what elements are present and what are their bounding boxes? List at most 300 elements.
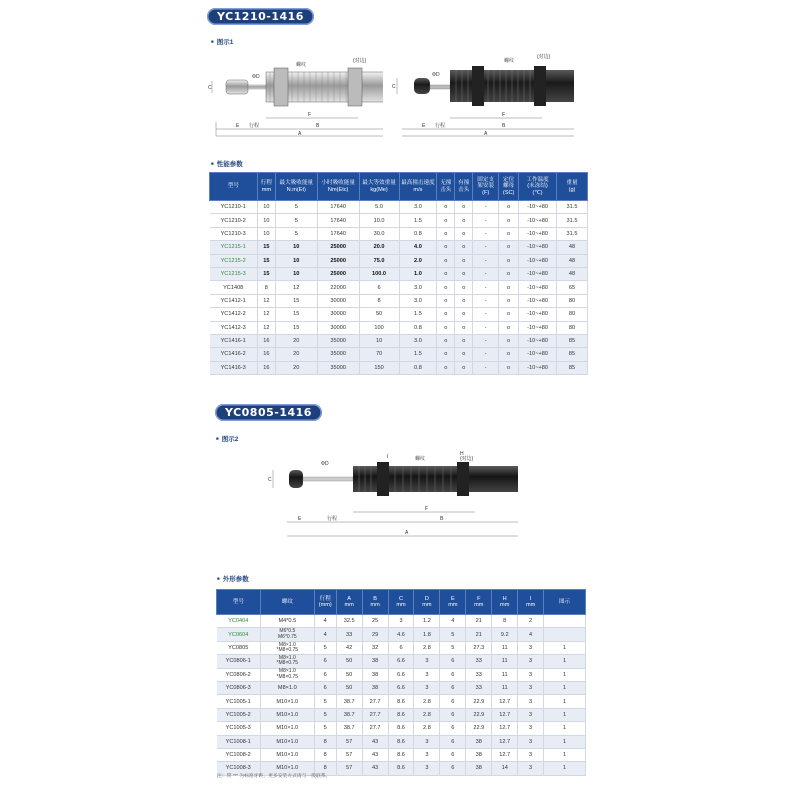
dim-cell: 3 [518, 748, 544, 761]
dim-cell: 38 [466, 735, 492, 748]
dim-cell: 50 [336, 681, 362, 694]
hex-label2: (对边) [537, 54, 551, 60]
dim-cell: M8×1.0 *M8×0.75 [260, 655, 314, 668]
dim-cell: 32.5 [336, 615, 362, 628]
dim-cell: 38.7 [336, 695, 362, 708]
perf-cell: 35000 [317, 334, 359, 347]
perf-cell: 85 [557, 348, 588, 361]
perf-cell: o [455, 227, 473, 240]
perf-cell: - [473, 281, 499, 294]
dim-cell: 3 [414, 655, 440, 668]
perf-cell: 65 [557, 281, 588, 294]
dim-cell: 3 [414, 735, 440, 748]
dim-cell: 27.7 [362, 708, 388, 721]
dim-cell: 3 [518, 708, 544, 721]
perf-cell: o [437, 321, 455, 334]
stroke-label: 行程 [249, 123, 260, 129]
dim-cell: 1 [544, 748, 586, 761]
perf-cell: o [437, 227, 455, 240]
perf-cell: 85 [557, 334, 588, 347]
dim-cell: YC0806-1 [217, 655, 261, 668]
dim-header-5: C mm [388, 590, 414, 615]
dim-cell: 8 [314, 735, 336, 748]
dim-cell: YC0806-2 [217, 668, 261, 681]
dim-cell: M4*0.5 [260, 615, 314, 628]
dim-cell: 33 [466, 681, 492, 694]
perf-cell: 0.8 [399, 321, 437, 334]
dim-cell: 8.6 [388, 695, 414, 708]
dim-cell: 6 [440, 708, 466, 721]
perf-header-1: 行程 mm [257, 173, 275, 201]
perf-cell: o [499, 321, 519, 334]
dim-cell: M10×1.0 [260, 708, 314, 721]
stroke-label2: 行程 [435, 123, 446, 129]
perf-cell: o [437, 294, 455, 307]
perf-cell: 70 [359, 348, 399, 361]
perf-cell: 25000 [317, 241, 359, 254]
perf-cell: o [437, 348, 455, 361]
figure1-right-diagram [392, 50, 577, 145]
dim-cell: 3 [518, 655, 544, 668]
dim-cell: 38 [466, 748, 492, 761]
dim-cell: YC0404 [217, 615, 261, 628]
dim-cell: 6 [440, 722, 466, 735]
dim-cell: 1 [544, 722, 586, 735]
perf-cell: 10 [275, 267, 317, 280]
perf-cell: 12 [275, 281, 317, 294]
dim-label-e2: E [422, 123, 426, 129]
dim-cell: 57 [336, 762, 362, 775]
perf-cell: 16 [257, 334, 275, 347]
perf-cell: 17640 [317, 227, 359, 240]
perf-cell: 150 [359, 361, 399, 374]
perf-cell: o [499, 214, 519, 227]
dim-label-b2: B [502, 123, 506, 129]
table-row [210, 308, 588, 321]
perf-cell: 3.0 [399, 281, 437, 294]
perf-header-10: 工作温度 (未冻结) (℃) [519, 173, 557, 201]
perf-cell: -10~+80 [519, 348, 557, 361]
perf-cell: 3.0 [399, 201, 437, 214]
table-row [217, 708, 586, 721]
perf-cell: o [437, 241, 455, 254]
dim-cell: 8.6 [388, 708, 414, 721]
perf-cell: 22000 [317, 281, 359, 294]
perf-cell: 12 [257, 294, 275, 307]
thread-label: 螺纹 [296, 62, 307, 68]
perf-cell: YC1412-2 [210, 308, 258, 321]
perf-cell: o [499, 241, 519, 254]
perf-cell: 5 [275, 201, 317, 214]
table-row [210, 348, 588, 361]
dim-header-4: B mm [362, 590, 388, 615]
dim-cell: 2.8 [414, 695, 440, 708]
dim-cell [544, 615, 586, 628]
perf-cell: 10 [257, 214, 275, 227]
perf-cell: YC1210-1 [210, 201, 258, 214]
perf-cell: -10~+80 [519, 294, 557, 307]
perf-cell: 30000 [317, 294, 359, 307]
dim-cell: 38 [362, 681, 388, 694]
perf-cell: YC1412-3 [210, 321, 258, 334]
perf-header-4: 最大等效重量 kg(Me) [359, 173, 399, 201]
dim-cell: 50 [336, 668, 362, 681]
dim-cell: 6.6 [388, 681, 414, 694]
dim-cell: 6.6 [388, 668, 414, 681]
dim-cell: 6 [440, 762, 466, 775]
footnote: 注：带 "*" 为标准牙距，更多安装方式请与一般联系。 [217, 774, 331, 779]
dim-cell: M8×1.0 [260, 681, 314, 694]
perf-cell: 1.5 [399, 348, 437, 361]
dim-cell: 3 [518, 695, 544, 708]
dim-cell: 3 [518, 762, 544, 775]
perf-cell: 10 [275, 254, 317, 267]
dim-cell: 38.7 [336, 708, 362, 721]
perf-cell: -10~+80 [519, 361, 557, 374]
dim-cell: 6 [440, 695, 466, 708]
dim-label-f: F [308, 112, 312, 118]
perf-cell: 3.0 [399, 334, 437, 347]
perf-cell: YC1416-1 [210, 334, 258, 347]
perf-cell: 31.5 [557, 227, 588, 240]
perf-cell: YC1215-1 [210, 241, 258, 254]
table-row [210, 294, 588, 307]
perf-cell: o [499, 227, 519, 240]
dim-cell: 8.6 [388, 748, 414, 761]
dim-cell: 29 [362, 628, 388, 641]
perf-cell: o [455, 241, 473, 254]
perf-cell: 80 [557, 321, 588, 334]
dim-cell: 3 [388, 615, 414, 628]
dim-cell: 1.8 [414, 628, 440, 641]
dim-cell: 8.6 [388, 722, 414, 735]
dim-cell: 6.6 [388, 655, 414, 668]
dim-cell: 38 [362, 668, 388, 681]
perf-cell: -10~+80 [519, 241, 557, 254]
dim-cell: 3 [518, 668, 544, 681]
dim-cell: 33 [336, 628, 362, 641]
perf-cell: 30000 [317, 321, 359, 334]
table-row [217, 748, 586, 761]
perf-cell: -10~+80 [519, 227, 557, 240]
perf-cell: 15 [275, 294, 317, 307]
perf-cell: YC1215-2 [210, 254, 258, 267]
dim-cell: 3 [518, 722, 544, 735]
dim-cell: 6 [388, 641, 414, 654]
perf-cell: o [499, 267, 519, 280]
dim-header-11: 图示 [544, 590, 586, 615]
perf-cell: 12 [257, 321, 275, 334]
dim-cell: 43 [362, 735, 388, 748]
dim-cell: 27.7 [362, 722, 388, 735]
table-row [217, 668, 586, 681]
perf-cell: 3.0 [399, 294, 437, 307]
fig2-dim-b: B [440, 516, 444, 522]
dim-cell: YC1005-2 [217, 708, 261, 721]
dim-label-a: A [298, 131, 302, 137]
dim-label-c: C [208, 85, 212, 91]
perf-cell: o [437, 214, 455, 227]
dim-cell: 5 [314, 708, 336, 721]
perf-cell: o [437, 267, 455, 280]
perf-cell: 4.0 [399, 241, 437, 254]
perf-cell: o [499, 334, 519, 347]
dim-cell: 38.7 [336, 722, 362, 735]
perf-cell: 85 [557, 361, 588, 374]
dim-cell: 14 [492, 762, 518, 775]
dim-cell: M10×1.0 [260, 748, 314, 761]
perf-cell: YC1210-2 [210, 214, 258, 227]
dim-cell: 3 [414, 748, 440, 761]
dimensions-table [216, 589, 586, 776]
fig2-thread: 螺纹 [415, 456, 426, 462]
table-row [210, 201, 588, 214]
dim-cell: 6 [314, 681, 336, 694]
perf-header-8: 固定支 架安装 (F) [473, 173, 499, 201]
dim-cell: 25 [362, 615, 388, 628]
perf-cell: 16 [257, 361, 275, 374]
performance-table [209, 172, 588, 375]
perf-cell: 0.8 [399, 361, 437, 374]
dim-label-b: B [316, 123, 320, 129]
perf-cell: o [455, 214, 473, 227]
perf-cell: o [499, 281, 519, 294]
fig2-dim-f: F [425, 506, 429, 512]
dim-cell: YC1008-2 [217, 748, 261, 761]
perf-cell: -10~+80 [519, 267, 557, 280]
table-row [217, 722, 586, 735]
perf-header-0: 型号 [210, 173, 258, 201]
dim-cell: 43 [362, 762, 388, 775]
dim-cell: 22.9 [466, 708, 492, 721]
perf-cell: 17640 [317, 201, 359, 214]
perf-cell: - [473, 214, 499, 227]
perf-cell: 15 [257, 254, 275, 267]
perf-cell: 1.5 [399, 308, 437, 321]
perf-cell: o [455, 348, 473, 361]
table-row [210, 227, 588, 240]
perf-cell: 31.5 [557, 201, 588, 214]
dim-cell: 3 [518, 641, 544, 654]
dim-cell: 11 [492, 641, 518, 654]
perf-cell: -10~+80 [519, 281, 557, 294]
dim-header-2: 行程 (mm) [314, 590, 336, 615]
table-row [210, 254, 588, 267]
dim-header-3: A mm [336, 590, 362, 615]
dim-cell: 57 [336, 735, 362, 748]
dim-cell: 12.7 [492, 708, 518, 721]
perf-cell: 0.8 [399, 227, 437, 240]
perf-cell: 5.0 [359, 201, 399, 214]
dim-label-d: ΦD [252, 74, 260, 80]
perf-cell: 1.0 [399, 267, 437, 280]
dim-cell: YC0604 [217, 628, 261, 641]
dim-cell: 8 [314, 762, 336, 775]
dim-cell: 21 [466, 615, 492, 628]
perf-cell: YC1412-1 [210, 294, 258, 307]
dim-cell: M8×1.0 *M8×0.75 [260, 641, 314, 654]
dim-cell: 3 [518, 681, 544, 694]
dim-header-6: D mm [414, 590, 440, 615]
perf-cell: - [473, 227, 499, 240]
perf-cell: 8 [359, 294, 399, 307]
perf-cell: 48 [557, 241, 588, 254]
figure1-label: ■ 图示1 [211, 37, 233, 46]
dim-header-10: I mm [518, 590, 544, 615]
perf-cell: 25000 [317, 267, 359, 280]
dim-cell: 4 [518, 628, 544, 641]
perf-cell: 5 [275, 214, 317, 227]
perf-cell: 15 [275, 308, 317, 321]
dim-cell: 8.6 [388, 735, 414, 748]
dim-cell: 38 [362, 655, 388, 668]
figure1-left-diagram [208, 50, 383, 145]
dims-label: ■ 外形参数 [217, 574, 249, 583]
perf-cell: YC1416-2 [210, 348, 258, 361]
dim-cell: 6 [440, 748, 466, 761]
fig2-dim-e: E [298, 516, 302, 522]
table-row [217, 628, 586, 641]
dim-cell: 8 [492, 615, 518, 628]
dim-cell: 33 [466, 655, 492, 668]
perf-cell: 5 [275, 227, 317, 240]
dim-header-7: E mm [440, 590, 466, 615]
perf-cell: -10~+80 [519, 201, 557, 214]
dim-cell: 33 [466, 668, 492, 681]
perf-header-6: 无撞 击头 [437, 173, 455, 201]
table-row [217, 681, 586, 694]
dim-label-f2: F [502, 112, 506, 118]
perf-cell: - [473, 334, 499, 347]
perf-cell: 10.0 [359, 214, 399, 227]
perf-cell: 30.0 [359, 227, 399, 240]
perf-header-3: 小时吸收能量 Nm(Etc) [317, 173, 359, 201]
perf-cell: -10~+80 [519, 254, 557, 267]
dim-cell: 1 [544, 695, 586, 708]
dim-cell: 4 [314, 615, 336, 628]
perf-cell: o [455, 308, 473, 321]
dim-cell: 32 [362, 641, 388, 654]
perf-cell: o [455, 201, 473, 214]
perf-cell: -10~+80 [519, 334, 557, 347]
perf-cell: 10 [275, 241, 317, 254]
perf-cell: 16 [257, 348, 275, 361]
table-row [217, 695, 586, 708]
dim-cell: 5 [314, 695, 336, 708]
perf-cell: o [499, 308, 519, 321]
perf-cell: 25000 [317, 254, 359, 267]
perf-header-7: 有撞 击头 [455, 173, 473, 201]
perf-cell: 31.5 [557, 214, 588, 227]
perf-cell: o [437, 334, 455, 347]
dim-cell: 5 [314, 722, 336, 735]
dim-cell: M10×1.0 [260, 695, 314, 708]
dim-cell: 6 [440, 735, 466, 748]
perf-cell: o [455, 334, 473, 347]
dim-cell: 2.8 [414, 641, 440, 654]
dim-cell: YC1008-3 [217, 762, 261, 775]
perf-cell: o [437, 281, 455, 294]
perf-cell: o [437, 201, 455, 214]
perf-cell: 35000 [317, 348, 359, 361]
dim-label-d2: ΦD [432, 72, 440, 78]
table-row [210, 214, 588, 227]
perf-label: ■ 性能参数 [211, 159, 243, 168]
dim-cell: 22.9 [466, 722, 492, 735]
dim-cell: 3 [414, 681, 440, 694]
table-row [217, 735, 586, 748]
dim-cell: 42 [336, 641, 362, 654]
dim-cell: 11 [492, 668, 518, 681]
dim-cell: 4 [314, 628, 336, 641]
dim-cell [544, 628, 586, 641]
dim-cell: 3 [414, 762, 440, 775]
perf-cell: 8 [257, 281, 275, 294]
perf-cell: 100.0 [359, 267, 399, 280]
dim-cell: 6 [440, 681, 466, 694]
dim-cell: 4.6 [388, 628, 414, 641]
dim-cell: 27.7 [362, 695, 388, 708]
perf-cell: -10~+80 [519, 321, 557, 334]
dim-cell: M10×1.0 [260, 762, 314, 775]
dim-header-9: H mm [492, 590, 518, 615]
perf-cell: o [499, 361, 519, 374]
dim-cell: 4 [440, 615, 466, 628]
perf-cell: 48 [557, 254, 588, 267]
perf-cell: YC1215-3 [210, 267, 258, 280]
perf-cell: - [473, 241, 499, 254]
dim-cell: 27.3 [466, 641, 492, 654]
dim-cell: 21 [466, 628, 492, 641]
dim-cell: M10×1.0 [260, 722, 314, 735]
dim-label-e: E [236, 123, 240, 129]
dim-cell: 22.9 [466, 695, 492, 708]
dim-cell: 12.7 [492, 748, 518, 761]
table-row [217, 655, 586, 668]
dim-cell: 12.7 [492, 735, 518, 748]
dim-cell: 11 [492, 655, 518, 668]
perf-cell: o [455, 321, 473, 334]
perf-cell: 30000 [317, 308, 359, 321]
perf-cell: o [499, 348, 519, 361]
perf-cell: -10~+80 [519, 214, 557, 227]
perf-cell: 20 [275, 361, 317, 374]
dim-cell: 2 [518, 615, 544, 628]
perf-cell: o [455, 267, 473, 280]
table-row [210, 334, 588, 347]
perf-cell: o [499, 201, 519, 214]
thread-label2: 螺纹 [504, 58, 515, 64]
dim-cell: 1 [544, 668, 586, 681]
dim-label-c2: C [392, 84, 396, 90]
perf-cell: 15 [257, 241, 275, 254]
dim-header-8: F mm [466, 590, 492, 615]
perf-header-2: 最大吸收能量 N.m(Et) [275, 173, 317, 201]
perf-cell: - [473, 361, 499, 374]
dim-cell: YC1005-1 [217, 695, 261, 708]
section1-title: YC1210-1416 [207, 8, 314, 25]
perf-cell: 17640 [317, 214, 359, 227]
perf-cell: 20.0 [359, 241, 399, 254]
table-row [210, 281, 588, 294]
perf-cell: o [455, 294, 473, 307]
dim-cell: 1 [544, 681, 586, 694]
perf-cell: 100 [359, 321, 399, 334]
perf-cell: 12 [257, 308, 275, 321]
perf-cell: - [473, 348, 499, 361]
perf-cell: o [499, 254, 519, 267]
perf-cell: 35000 [317, 361, 359, 374]
